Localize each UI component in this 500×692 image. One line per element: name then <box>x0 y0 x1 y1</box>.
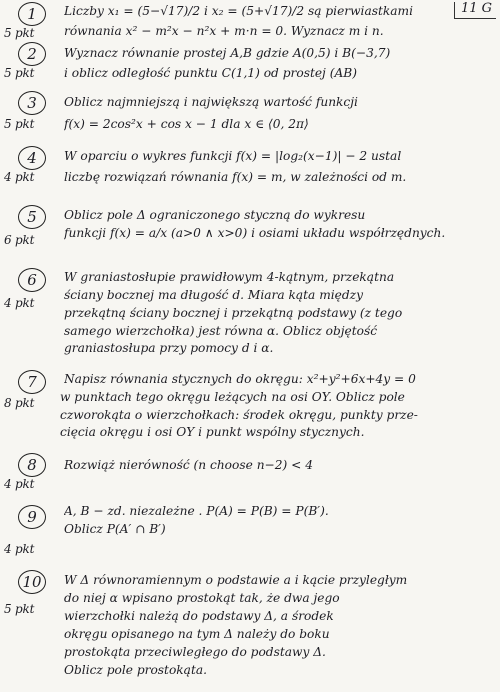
problem-line: graniastosłupa przy pomocy d i α. <box>64 341 274 355</box>
problem-line: Oblicz pole prostokąta. <box>64 663 207 677</box>
problem-line: samego wierzchołka) jest równa α. Oblicz objętość <box>64 324 378 338</box>
problem-points: 4 pkt <box>4 477 35 491</box>
problem-points: 4 pkt <box>4 542 35 556</box>
problem-number: 10 <box>18 570 46 594</box>
problem-points: 6 pkt <box>4 233 35 247</box>
problem-line: W Δ równoramiennym o podstawie a i kącie przyległym <box>64 573 408 587</box>
problem-line: liczbę rozwiązań równania f(x) = m, w zależności od m. <box>64 170 407 184</box>
problem-line: Rozwiąż nierówność (n choose n−2) < 4 <box>64 458 313 472</box>
problem-points: 4 pkt <box>4 296 35 310</box>
problem-number: 1 <box>18 2 46 26</box>
problem-line: A, B − zd. niezależne . P(A) = P(B) = P(B′). <box>64 504 329 518</box>
problem-points: 5 pkt <box>4 26 35 40</box>
problem-points: 4 pkt <box>4 170 35 184</box>
problem-line: Oblicz pole Δ ograniczonego styczną do wykresu <box>64 208 366 222</box>
problem-line: prostokąta przeciwległego do podstawy Δ. <box>64 645 326 659</box>
problem-line: Wyznacz równanie prostej A,B gdzie A(0,5) i B(−3,7) <box>64 46 391 60</box>
problem-line: funkcji f(x) = a/x (a>0 ∧ x>0) i osiami układu współrzędnych. <box>64 226 446 240</box>
problem-points: 5 pkt <box>4 117 35 131</box>
problem-number: 2 <box>18 42 46 66</box>
problem-line: okręgu opisanego na tym Δ należy do boku <box>64 627 330 641</box>
problem-line: równania x² − m²x − n²x + m·n = 0. Wyznacz m i n. <box>64 24 384 38</box>
problem-line: W graniastosłupie prawidłowym 4-kątnym, przekątna <box>64 270 395 284</box>
problem-line: i oblicz odległość punktu C(1,1) od prostej (AB) <box>64 66 357 80</box>
problem-number: 6 <box>18 268 46 292</box>
problem-line: cięcia okręgu i osi OY i punkt wspólny stycznych. <box>60 425 365 439</box>
problem-line: ściany bocznej ma długość d. Miara kąta między <box>64 288 363 302</box>
problem-points: 5 pkt <box>4 602 35 616</box>
problem-line: przekątną ściany bocznej i przekątną podstawy (z tego <box>64 306 403 320</box>
problem-line: Oblicz P(A′ ∩ B′) <box>64 522 166 536</box>
problem-line: wierzchołki należą do podstawy Δ, a środek <box>64 609 334 623</box>
problem-number: 9 <box>18 505 46 529</box>
corner-tag: 11 G <box>454 2 496 19</box>
problem-line: W oparciu o wykres funkcji f(x) = |log₂(x−1)| − 2 ustal <box>64 149 402 163</box>
problem-line: Oblicz najmniejszą i największą wartość funkcji <box>64 95 358 109</box>
problem-points: 5 pkt <box>4 66 35 80</box>
problem-number: 3 <box>18 91 46 115</box>
problem-number: 5 <box>18 205 46 229</box>
problem-line: Liczby x₁ = (5−√17)/2 i x₂ = (5+√17)/2 są pierwiastkami <box>64 4 413 18</box>
problem-line: do niej α wpisano prostokąt tak, że dwa jego <box>64 591 340 605</box>
problem-number: 8 <box>18 453 46 477</box>
problem-points: 8 pkt <box>4 396 35 410</box>
problem-number: 7 <box>18 370 46 394</box>
problem-line: Napisz równania stycznych do okręgu: x²+y²+6x+4y = 0 <box>64 372 416 386</box>
problem-line: czworokąta o wierzchołkach: środek okręgu, punkty prze- <box>60 408 418 422</box>
problem-number: 4 <box>18 146 46 170</box>
problem-line: w punktach tego okręgu leżących na osi OY. Oblicz pole <box>60 390 405 404</box>
problem-line: f(x) = 2cos²x + cos x − 1 dla x ∈ ⟨0, 2π⟩ <box>64 117 309 131</box>
